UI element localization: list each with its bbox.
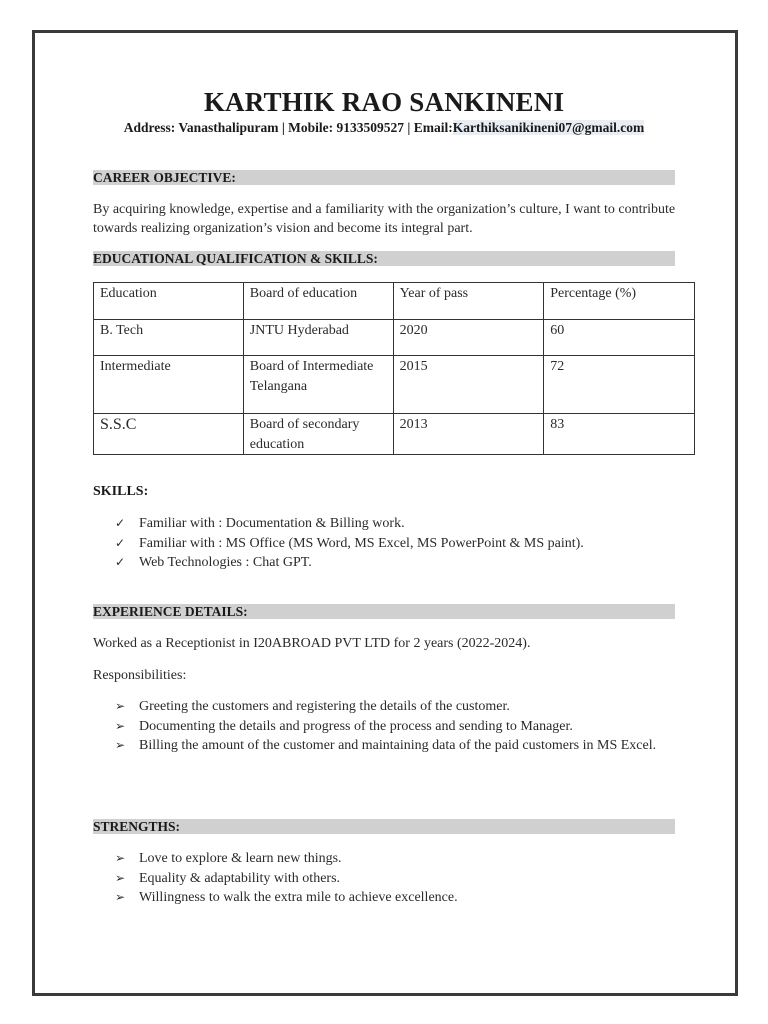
list-item xyxy=(115,869,695,889)
column-header-year: Year of pass xyxy=(393,283,544,320)
cell-board: Board of Intermediate Telangana xyxy=(243,356,393,414)
cell-percentage: 72 xyxy=(544,356,695,414)
skill-text: Familiar with : MS Office (MS Word, MS Excel, MS PowerPoint & MS paint). xyxy=(139,535,584,551)
education-table xyxy=(93,282,695,455)
table-header-row xyxy=(94,283,695,320)
skill-text: Familiar with : Documentation & Billing work. xyxy=(139,516,405,531)
responsibility-text: Billing the amount of the customer and maintaining data of the paid customers in MS Excel. xyxy=(139,738,657,753)
strengths-list xyxy=(115,849,695,908)
responsibility-text: Documenting the details and progress of the process and sending to Manager. xyxy=(139,718,573,734)
arrowhead-icon: ➢ xyxy=(115,851,126,865)
column-header-percentage: Percentage (%) xyxy=(544,283,695,320)
list-item xyxy=(115,736,695,756)
list-item xyxy=(115,888,695,908)
cell-education: B. Tech xyxy=(94,320,244,356)
cell-education: S.S.C xyxy=(94,414,244,455)
candidate-name: KARTHIK RAO SANKINENI xyxy=(203,87,565,117)
cell-year: 2013 xyxy=(393,414,544,455)
list-item xyxy=(115,697,695,717)
arrowhead-icon: ➢ xyxy=(115,870,126,885)
skill-text: Web Technologies : Chat GPT. xyxy=(139,555,312,570)
cell-year: 2015 xyxy=(393,356,544,414)
column-header-board: Board of education xyxy=(243,283,393,320)
list-item xyxy=(115,514,695,534)
skills-heading: SKILLS: xyxy=(93,484,149,499)
list-item xyxy=(115,553,695,573)
strength-text: Willingness to walk the extra mile to achieve excellence. xyxy=(139,890,458,905)
list-item xyxy=(115,849,695,869)
experience-summary: Worked as a Receptionist in I20ABROAD PVT LTD for 2 years (2022-2024). xyxy=(93,636,531,651)
column-header-education: Education xyxy=(94,283,244,320)
experience-heading: EXPERIENCE DETAILS: xyxy=(93,604,675,619)
strength-text: Equality & adaptability with others. xyxy=(139,870,341,886)
email-link[interactable]: Karthiksanikineni07@gmail.com xyxy=(452,120,645,135)
career-objective-heading: CAREER OBJECTIVE: xyxy=(93,170,675,185)
table-row xyxy=(94,320,695,356)
responsibility-text: Greeting the customers and registering the details of the customer. xyxy=(139,699,510,714)
checkmark-icon: ✓ xyxy=(115,516,126,530)
cell-year: 2020 xyxy=(393,320,544,356)
checkmark-icon: ✓ xyxy=(115,535,126,550)
checkmark-icon: ✓ xyxy=(115,555,126,569)
arrowhead-icon: ➢ xyxy=(115,699,126,713)
arrowhead-icon: ➢ xyxy=(115,738,126,752)
table-row xyxy=(94,414,695,455)
skills-list xyxy=(115,514,695,573)
arrowhead-icon: ➢ xyxy=(115,718,126,733)
contact-details: Address: Vanasthalipuram | Mobile: 9133509527 | Email: xyxy=(123,120,453,135)
table-row xyxy=(94,356,695,414)
cell-percentage: 83 xyxy=(544,414,695,455)
strength-text: Love to explore & learn new things. xyxy=(139,851,342,866)
cell-board: Board of secondary education xyxy=(243,414,393,455)
education-heading: EDUCATIONAL QUALIFICATION & SKILLS: xyxy=(93,251,675,266)
list-item xyxy=(115,717,695,737)
responsibilities-label: Responsibilities: xyxy=(93,668,187,683)
arrowhead-icon: ➢ xyxy=(115,890,126,904)
cell-board: JNTU Hyderabad xyxy=(243,320,393,356)
contact-line xyxy=(0,120,768,136)
list-item xyxy=(115,534,695,554)
responsibilities-list xyxy=(115,697,695,756)
cell-percentage: 60 xyxy=(544,320,695,356)
strengths-heading: STRENGTHS: xyxy=(93,819,675,834)
career-objective-text: By acquiring knowledge, expertise and a familiarity with the organization’s culture, I want to contribute towards realizing organization’s vision and become its integral part. xyxy=(93,202,676,236)
cell-education: Intermediate xyxy=(94,356,244,414)
